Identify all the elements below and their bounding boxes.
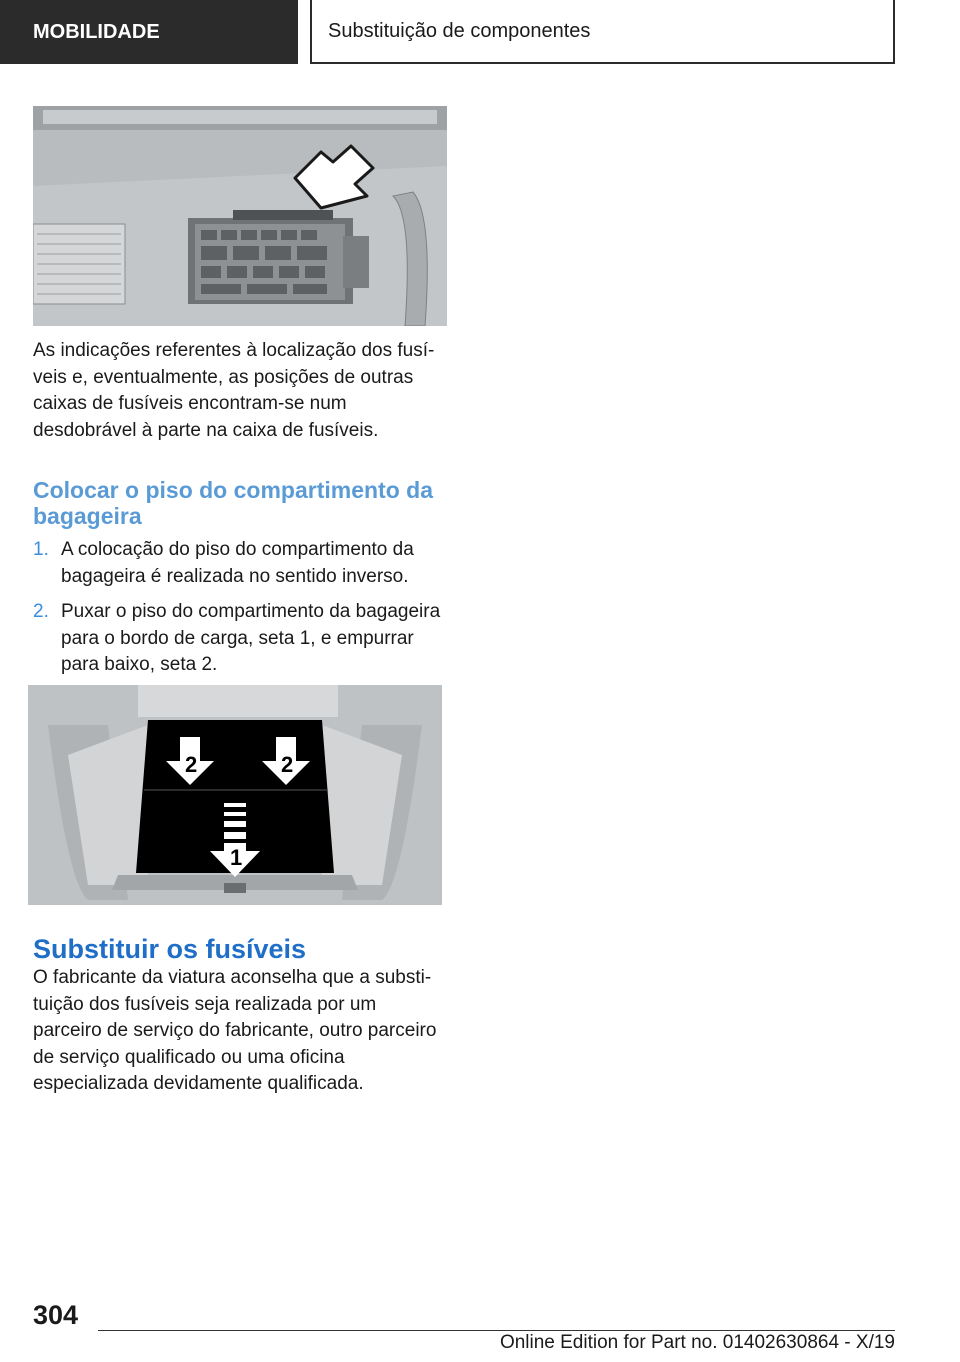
chapter-title: Substituição de componentes: [328, 19, 591, 42]
fuse-box-illustration: [33, 106, 447, 326]
arrow-label-2-left: 2: [185, 752, 198, 777]
page-number: 304: [33, 1300, 79, 1330]
step-number: 1.: [33, 539, 49, 560]
list-item: [33, 537, 447, 590]
footer-edition: Online Edition for Part no. 01402630864 - X/19: [499, 1332, 895, 1353]
arrow-label-1: 1: [230, 845, 243, 870]
steps-list: [33, 537, 447, 688]
chapter-header: [310, 0, 895, 64]
step-text: Puxar o piso do compartimento da bagageira para o bordo de carga, seta 1, e empurrar para baixo, seta 2.: [61, 601, 441, 675]
section-title: MOBILIDADE: [33, 20, 160, 43]
list-item: [33, 599, 447, 679]
luggage-floor-illustration: [28, 685, 442, 905]
step-text: A colocação do piso do compartimento da bagageira é realizada no sentido inverso.: [61, 539, 414, 587]
arrow-label-2-right: 2: [281, 752, 294, 777]
replace-fuses-heading: Substituir os fusíveis: [33, 934, 307, 964]
footer-divider: [98, 1330, 895, 1331]
place-floor-heading: Colocar o piso do compartimento da bagageira: [33, 477, 433, 529]
section-tab: [0, 0, 298, 64]
replace-fuses-paragraph: O fabricante da viatura aconselha que a substituição dos fusíveis seja realizada por um parceiro de serviço do fabricante, outro parceiro de serviço qualificado ou uma oficina especializada devidamente qualificada.: [33, 967, 437, 1094]
fuse-location-paragraph: As indicações referentes à localização dos fusíveis e, eventualmente, as posições de outras caixas de fusíveis encontram-se num desdobrável à parte na caixa de fusíveis.: [33, 340, 435, 441]
step-number: 2.: [33, 601, 49, 622]
